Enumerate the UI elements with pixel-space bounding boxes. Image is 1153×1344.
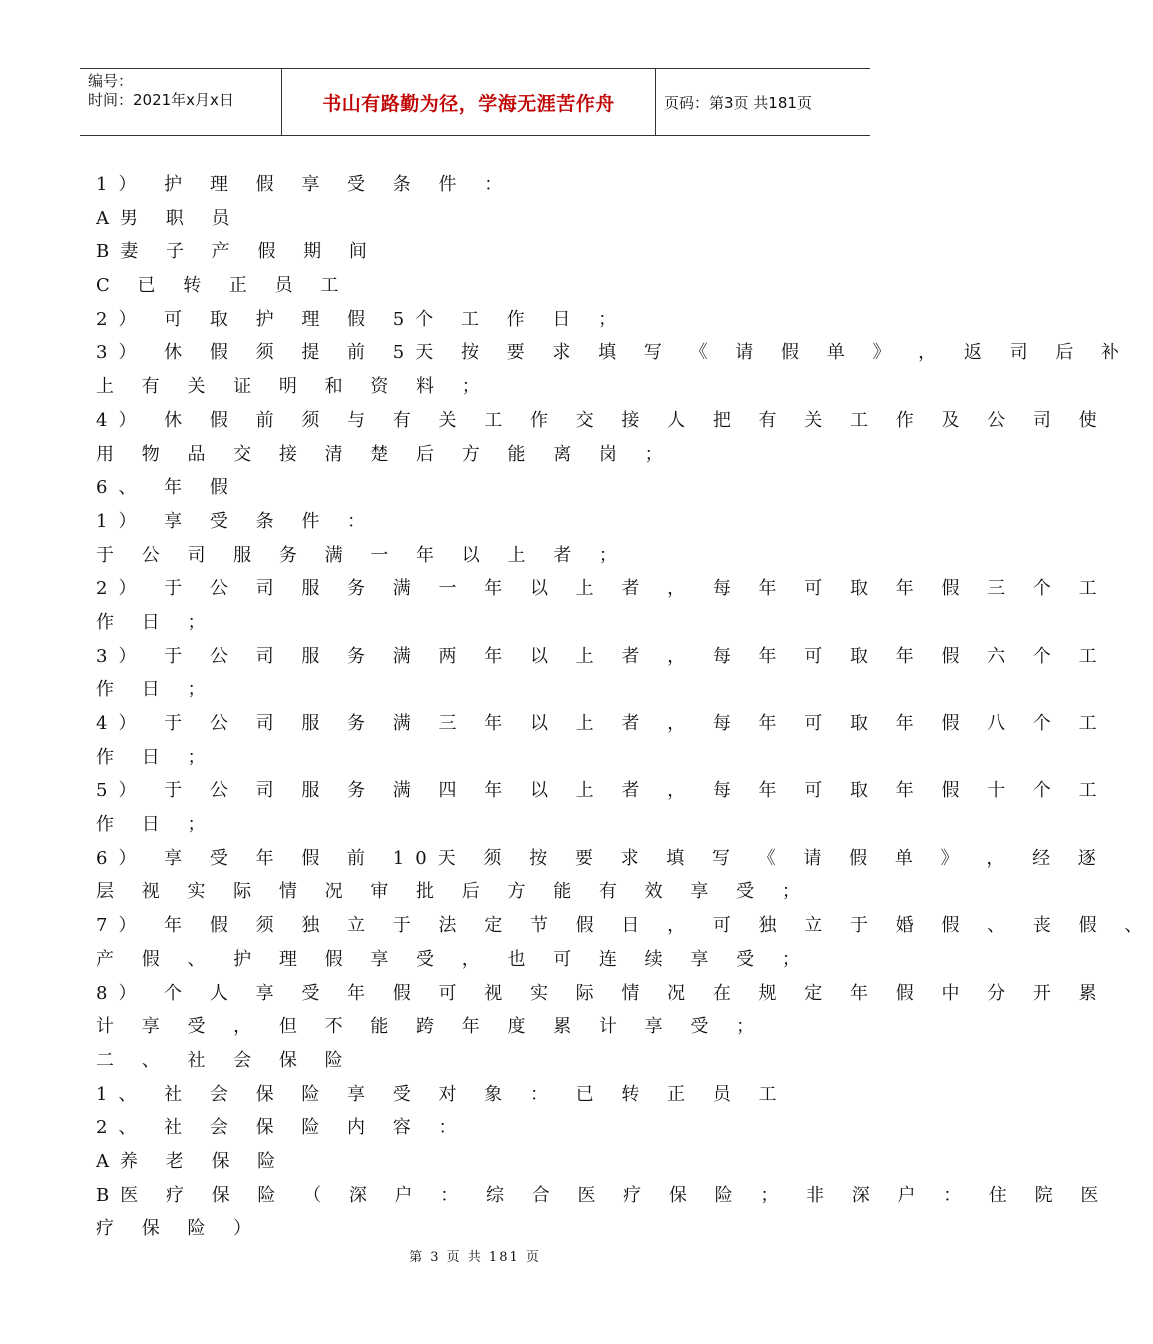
text-line: C 已 转 正 员 工: [96, 275, 350, 297]
page-header: [80, 68, 870, 136]
text-line: 1） 护 理 假 享 受 条 件 ：: [96, 174, 514, 195]
text-line: 作 日 ；: [96, 746, 217, 768]
text-line: 6、 年 假: [96, 477, 239, 499]
text-line: B医 疗 保 险 （ 深 户 ： 综 合 医 疗 保 险 ； 非 深 户 ： 住 院 医: [96, 1184, 1110, 1206]
text-line: B妻 子 产 假 期 间: [96, 241, 378, 263]
text-line: 2、 社 会 保 险 内 容 ：: [96, 1117, 468, 1139]
text-line: 8） 个 人 享 受 年 假 可 视 实 际 情 况 在 规 定 年 假 中 分 开 累: [96, 982, 1108, 1004]
text-line: 于 公 司 服 务 满 一 年 以 上 者 ；: [96, 544, 628, 566]
document-number-label: 编号：: [88, 72, 134, 90]
text-line: 作 日 ；: [96, 814, 217, 836]
document-time: 时间：2021年x月x日: [88, 91, 234, 109]
text-line: 4） 休 假 前 须 与 有 关 工 作 交 接 人 把 有 关 工 作 及 公 司 使: [96, 409, 1108, 431]
text-line: 4） 于 公 司 服 务 满 三 年 以 上 者 ， 每 年 可 取 年 假 八 个 工: [96, 713, 1108, 734]
document-body: [96, 168, 1153, 1246]
text-line: 1） 享 受 条 件 ：: [96, 510, 377, 532]
text-line: 2） 可 取 护 理 假 5个 工 作 日 ；: [96, 308, 628, 330]
page-footer: 第 3 页 共 181 页: [409, 1250, 541, 1265]
text-line: 产 假 、 护 理 假 享 受 ， 也 可 连 续 享 受 ；: [96, 948, 811, 970]
text-line: 上 有 关 证 明 和 资 料 ；: [96, 376, 491, 398]
header-motto: 书山有路勤为径，学海无涯苦作舟: [282, 69, 656, 135]
text-line: A男 职 员: [96, 207, 241, 229]
text-line: 层 视 实 际 情 况 审 批 后 方 能 有 效 享 受 ；: [96, 881, 811, 903]
header-page-info: 页码：第3页 共181页: [664, 93, 812, 112]
text-line: 用 物 品 交 接 清 楚 后 方 能 离 岗 ；: [96, 443, 674, 465]
text-line: A养 老 保 险: [96, 1150, 287, 1172]
text-line: 作 日 ；: [96, 611, 217, 633]
text-line: 1、 社 会 保 险 享 受 对 象 ： 已 转 正 员 工: [96, 1083, 788, 1105]
text-line: 3） 于 公 司 服 务 满 两 年 以 上 者 ， 每 年 可 取 年 假 六 个 工: [96, 645, 1108, 667]
header-meta: [80, 69, 282, 135]
text-line: 6） 享 受 年 假 前 10天 须 按 要 求 填 写 《 请 假 单 》 ， 经 逐: [96, 847, 1107, 869]
text-line: 计 享 受 ， 但 不 能 跨 年 度 累 计 享 受 ；: [96, 1016, 766, 1038]
text-line: 作 日 ；: [96, 679, 217, 701]
text-line: 7） 年 假 须 独 立 于 法 定 节 假 日 ， 可 独 立 于 婚 假 、 丧 假 、: [96, 915, 1153, 937]
text-line: 5） 于 公 司 服 务 满 四 年 以 上 者 ， 每 年 可 取 年 假 十 个 工: [96, 780, 1108, 802]
text-line: 2） 于 公 司 服 务 满 一 年 以 上 者 ， 每 年 可 取 年 假 三 个 工: [96, 578, 1108, 600]
text-line: 疗 保 险 ）: [96, 1218, 263, 1240]
text-line: 二 、 社 会 保 险: [96, 1049, 354, 1071]
text-line: 3） 休 假 须 提 前 5天 按 要 求 填 写 《 请 假 单 》 ， 返 司 后 补: [96, 342, 1131, 364]
